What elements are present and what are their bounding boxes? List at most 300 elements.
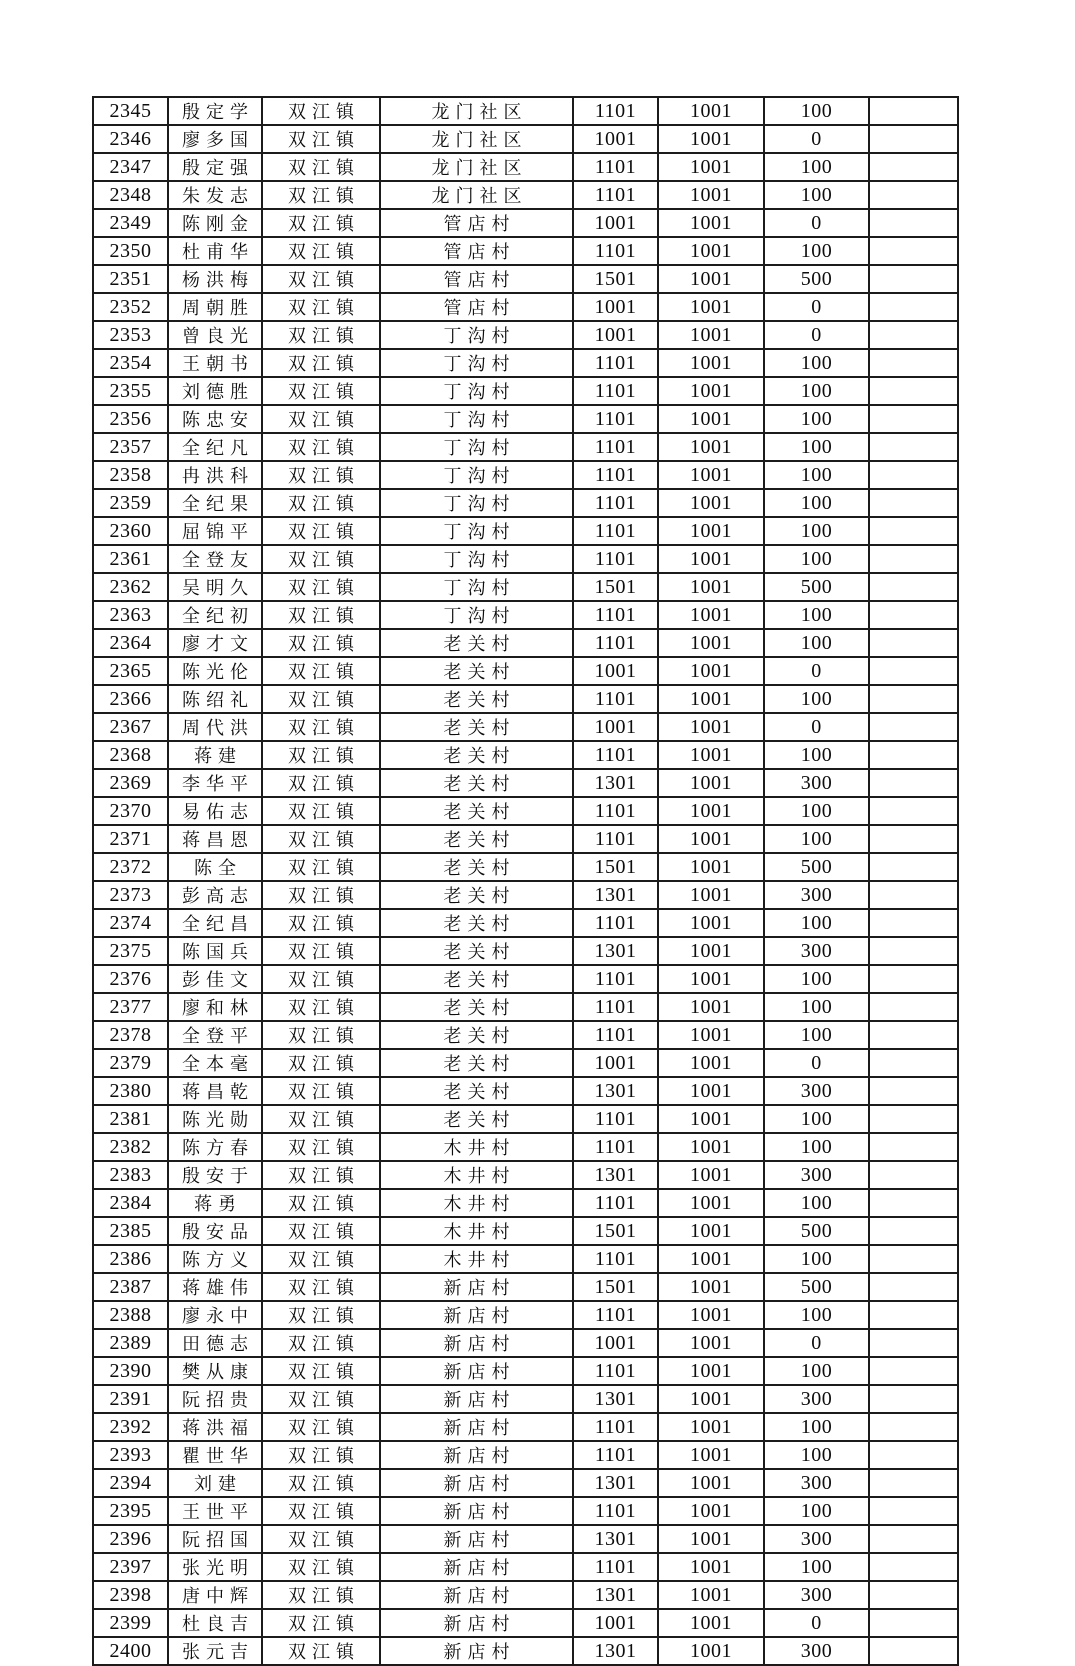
table-row — [93, 769, 958, 797]
cell-blank — [869, 97, 958, 125]
cell-seq-number: 2394 — [93, 1469, 168, 1497]
cell-code-b: 1001 — [658, 293, 764, 321]
cell-seq-number: 2360 — [93, 517, 168, 545]
cell-seq-number: 2390 — [93, 1357, 168, 1385]
cell-blank — [869, 1553, 958, 1581]
cell-seq-number: 2364 — [93, 629, 168, 657]
cell-person-name: 蒋雄伟 — [168, 1273, 262, 1301]
cell-village: 木井村 — [380, 1161, 573, 1189]
cell-amount: 100 — [764, 965, 869, 993]
cell-town: 双江镇 — [262, 181, 380, 209]
cell-town: 双江镇 — [262, 405, 380, 433]
cell-town: 双江镇 — [262, 125, 380, 153]
cell-blank — [869, 1637, 958, 1665]
cell-blank — [869, 1441, 958, 1469]
cell-code-a: 1101 — [573, 489, 658, 517]
cell-person-name: 田德志 — [168, 1329, 262, 1357]
cell-seq-number: 2369 — [93, 769, 168, 797]
cell-amount: 0 — [764, 1609, 869, 1637]
cell-code-b: 1001 — [658, 1049, 764, 1077]
cell-amount: 300 — [764, 1161, 869, 1189]
cell-code-b: 1001 — [658, 573, 764, 601]
cell-village: 新店村 — [380, 1609, 573, 1637]
cell-blank — [869, 685, 958, 713]
cell-town: 双江镇 — [262, 377, 380, 405]
cell-town: 双江镇 — [262, 1217, 380, 1245]
table-row — [93, 1105, 958, 1133]
cell-person-name: 蒋建 — [168, 741, 262, 769]
cell-seq-number: 2346 — [93, 125, 168, 153]
cell-code-b: 1001 — [658, 405, 764, 433]
cell-blank — [869, 1049, 958, 1077]
cell-town: 双江镇 — [262, 573, 380, 601]
cell-blank — [869, 1469, 958, 1497]
cell-blank — [869, 1273, 958, 1301]
cell-code-a: 1101 — [573, 1301, 658, 1329]
cell-village: 丁沟村 — [380, 405, 573, 433]
cell-code-b: 1001 — [658, 349, 764, 377]
cell-person-name: 全纪果 — [168, 489, 262, 517]
cell-person-name: 冉洪科 — [168, 461, 262, 489]
cell-town: 双江镇 — [262, 965, 380, 993]
cell-village: 管店村 — [380, 237, 573, 265]
cell-seq-number: 2400 — [93, 1637, 168, 1665]
cell-code-a: 1301 — [573, 769, 658, 797]
cell-town: 双江镇 — [262, 489, 380, 517]
cell-person-name: 阮招贵 — [168, 1385, 262, 1413]
cell-code-b: 1001 — [658, 1441, 764, 1469]
cell-seq-number: 2375 — [93, 937, 168, 965]
cell-seq-number: 2389 — [93, 1329, 168, 1357]
cell-person-name: 蒋昌乾 — [168, 1077, 262, 1105]
cell-code-a: 1301 — [573, 1581, 658, 1609]
cell-code-a: 1001 — [573, 209, 658, 237]
cell-amount: 100 — [764, 405, 869, 433]
cell-amount: 100 — [764, 825, 869, 853]
cell-amount: 100 — [764, 1413, 869, 1441]
table-row — [93, 1189, 958, 1217]
cell-seq-number: 2381 — [93, 1105, 168, 1133]
cell-amount: 0 — [764, 1049, 869, 1077]
cell-amount: 300 — [764, 769, 869, 797]
cell-blank — [869, 1133, 958, 1161]
cell-code-a: 1301 — [573, 937, 658, 965]
cell-town: 双江镇 — [262, 629, 380, 657]
cell-blank — [869, 237, 958, 265]
cell-code-a: 1101 — [573, 825, 658, 853]
cell-amount: 100 — [764, 433, 869, 461]
cell-blank — [869, 1189, 958, 1217]
cell-code-b: 1001 — [658, 377, 764, 405]
table-row — [93, 993, 958, 1021]
table-row — [93, 405, 958, 433]
cell-person-name: 廖和林 — [168, 993, 262, 1021]
cell-blank — [869, 1077, 958, 1105]
cell-code-a: 1101 — [573, 1105, 658, 1133]
table-row — [93, 1413, 958, 1441]
cell-code-a: 1101 — [573, 377, 658, 405]
cell-person-name: 吴明久 — [168, 573, 262, 601]
cell-village: 老关村 — [380, 797, 573, 825]
cell-code-a: 1501 — [573, 573, 658, 601]
cell-person-name: 蒋昌恩 — [168, 825, 262, 853]
cell-code-a: 1301 — [573, 1385, 658, 1413]
cell-blank — [869, 293, 958, 321]
cell-code-b: 1001 — [658, 489, 764, 517]
cell-seq-number: 2377 — [93, 993, 168, 1021]
cell-amount: 100 — [764, 153, 869, 181]
cell-town: 双江镇 — [262, 545, 380, 573]
cell-code-a: 1101 — [573, 1189, 658, 1217]
table-row — [93, 1525, 958, 1553]
cell-amount: 500 — [764, 1273, 869, 1301]
cell-person-name: 朱发志 — [168, 181, 262, 209]
cell-village: 龙门社区 — [380, 125, 573, 153]
cell-amount: 100 — [764, 461, 869, 489]
cell-village: 老关村 — [380, 741, 573, 769]
cell-blank — [869, 1413, 958, 1441]
cell-amount: 100 — [764, 741, 869, 769]
cell-town: 双江镇 — [262, 1049, 380, 1077]
cell-town: 双江镇 — [262, 601, 380, 629]
cell-person-name: 陈绍礼 — [168, 685, 262, 713]
cell-amount: 500 — [764, 1217, 869, 1245]
table-row — [93, 153, 958, 181]
cell-amount: 100 — [764, 1133, 869, 1161]
table-row — [93, 1609, 958, 1637]
cell-person-name: 廖永中 — [168, 1301, 262, 1329]
cell-seq-number: 2372 — [93, 853, 168, 881]
cell-seq-number: 2393 — [93, 1441, 168, 1469]
cell-code-a: 1001 — [573, 1329, 658, 1357]
cell-seq-number: 2362 — [93, 573, 168, 601]
cell-village: 丁沟村 — [380, 573, 573, 601]
cell-town: 双江镇 — [262, 1133, 380, 1161]
cell-code-a: 1101 — [573, 601, 658, 629]
cell-blank — [869, 1357, 958, 1385]
cell-code-a: 1001 — [573, 321, 658, 349]
cell-blank — [869, 601, 958, 629]
cell-village: 老关村 — [380, 1077, 573, 1105]
cell-village: 木井村 — [380, 1133, 573, 1161]
cell-seq-number: 2349 — [93, 209, 168, 237]
table-row — [93, 181, 958, 209]
cell-code-b: 1001 — [658, 97, 764, 125]
cell-town: 双江镇 — [262, 937, 380, 965]
cell-code-a: 1101 — [573, 1441, 658, 1469]
cell-code-a: 1101 — [573, 1357, 658, 1385]
cell-code-a: 1101 — [573, 1553, 658, 1581]
cell-person-name: 唐中辉 — [168, 1581, 262, 1609]
cell-amount: 100 — [764, 993, 869, 1021]
cell-blank — [869, 657, 958, 685]
cell-village: 丁沟村 — [380, 433, 573, 461]
cell-village: 老关村 — [380, 657, 573, 685]
cell-code-b: 1001 — [658, 1357, 764, 1385]
cell-code-a: 1101 — [573, 1245, 658, 1273]
cell-village: 丁沟村 — [380, 517, 573, 545]
cell-amount: 500 — [764, 853, 869, 881]
cell-village: 老关村 — [380, 993, 573, 1021]
cell-person-name: 陈光伦 — [168, 657, 262, 685]
cell-code-a: 1101 — [573, 685, 658, 713]
cell-code-a: 1101 — [573, 993, 658, 1021]
cell-blank — [869, 1021, 958, 1049]
cell-blank — [869, 1245, 958, 1273]
table-row — [93, 1553, 958, 1581]
cell-seq-number: 2356 — [93, 405, 168, 433]
cell-town: 双江镇 — [262, 237, 380, 265]
cell-blank — [869, 909, 958, 937]
cell-code-a: 1101 — [573, 517, 658, 545]
cell-blank — [869, 1525, 958, 1553]
cell-person-name: 全纪凡 — [168, 433, 262, 461]
cell-town: 双江镇 — [262, 1357, 380, 1385]
cell-code-a: 1101 — [573, 97, 658, 125]
cell-amount: 100 — [764, 1497, 869, 1525]
cell-code-b: 1001 — [658, 853, 764, 881]
table-row — [93, 209, 958, 237]
cell-blank — [869, 713, 958, 741]
cell-code-a: 1101 — [573, 965, 658, 993]
cell-amount: 100 — [764, 545, 869, 573]
cell-seq-number: 2350 — [93, 237, 168, 265]
cell-blank — [869, 769, 958, 797]
cell-code-a: 1501 — [573, 1217, 658, 1245]
cell-person-name: 杜良吉 — [168, 1609, 262, 1637]
cell-seq-number: 2378 — [93, 1021, 168, 1049]
cell-amount: 100 — [764, 1105, 869, 1133]
cell-seq-number: 2386 — [93, 1245, 168, 1273]
cell-town: 双江镇 — [262, 797, 380, 825]
cell-seq-number: 2352 — [93, 293, 168, 321]
cell-code-a: 1001 — [573, 1049, 658, 1077]
cell-village: 丁沟村 — [380, 349, 573, 377]
cell-blank — [869, 1161, 958, 1189]
cell-town: 双江镇 — [262, 1385, 380, 1413]
cell-blank — [869, 461, 958, 489]
cell-amount: 100 — [764, 601, 869, 629]
cell-village: 新店村 — [380, 1525, 573, 1553]
cell-blank — [869, 125, 958, 153]
cell-town: 双江镇 — [262, 1273, 380, 1301]
table-row — [93, 1469, 958, 1497]
cell-village: 新店村 — [380, 1553, 573, 1581]
cell-code-b: 1001 — [658, 1217, 764, 1245]
cell-town: 双江镇 — [262, 1329, 380, 1357]
cell-person-name: 廖多国 — [168, 125, 262, 153]
cell-person-name: 刘建 — [168, 1469, 262, 1497]
cell-blank — [869, 825, 958, 853]
cell-code-b: 1001 — [658, 1021, 764, 1049]
cell-code-a: 1101 — [573, 349, 658, 377]
cell-amount: 100 — [764, 1245, 869, 1273]
cell-code-a: 1301 — [573, 1469, 658, 1497]
table-row — [93, 237, 958, 265]
cell-town: 双江镇 — [262, 209, 380, 237]
cell-person-name: 殷安于 — [168, 1161, 262, 1189]
cell-town: 双江镇 — [262, 349, 380, 377]
cell-code-b: 1001 — [658, 741, 764, 769]
cell-code-b: 1001 — [658, 265, 764, 293]
table-row — [93, 377, 958, 405]
cell-town: 双江镇 — [262, 657, 380, 685]
cell-village: 老关村 — [380, 769, 573, 797]
cell-person-name: 蒋洪福 — [168, 1413, 262, 1441]
cell-seq-number: 2345 — [93, 97, 168, 125]
cell-blank — [869, 1581, 958, 1609]
cell-code-b: 1001 — [658, 1077, 764, 1105]
cell-code-b: 1001 — [658, 545, 764, 573]
table-row — [93, 909, 958, 937]
cell-code-a: 1301 — [573, 1077, 658, 1105]
cell-code-a: 1001 — [573, 657, 658, 685]
cell-village: 丁沟村 — [380, 489, 573, 517]
cell-town: 双江镇 — [262, 769, 380, 797]
cell-code-b: 1001 — [658, 1469, 764, 1497]
cell-code-b: 1001 — [658, 993, 764, 1021]
cell-blank — [869, 209, 958, 237]
cell-village: 老关村 — [380, 1049, 573, 1077]
cell-village: 老关村 — [380, 685, 573, 713]
cell-village: 新店村 — [380, 1497, 573, 1525]
cell-seq-number: 2348 — [93, 181, 168, 209]
cell-seq-number: 2358 — [93, 461, 168, 489]
cell-person-name: 刘德胜 — [168, 377, 262, 405]
cell-code-b: 1001 — [658, 237, 764, 265]
cell-town: 双江镇 — [262, 433, 380, 461]
cell-code-b: 1001 — [658, 909, 764, 937]
table-row — [93, 685, 958, 713]
cell-seq-number: 2385 — [93, 1217, 168, 1245]
cell-seq-number: 2371 — [93, 825, 168, 853]
cell-blank — [869, 881, 958, 909]
cell-amount: 100 — [764, 97, 869, 125]
cell-seq-number: 2368 — [93, 741, 168, 769]
cell-code-a: 1101 — [573, 909, 658, 937]
cell-village: 木井村 — [380, 1245, 573, 1273]
cell-code-a: 1101 — [573, 153, 658, 181]
cell-blank — [869, 517, 958, 545]
cell-village: 新店村 — [380, 1469, 573, 1497]
cell-town: 双江镇 — [262, 293, 380, 321]
cell-code-b: 1001 — [658, 1301, 764, 1329]
cell-village: 管店村 — [380, 293, 573, 321]
cell-code-b: 1001 — [658, 1105, 764, 1133]
cell-amount: 100 — [764, 489, 869, 517]
cell-seq-number: 2359 — [93, 489, 168, 517]
cell-town: 双江镇 — [262, 881, 380, 909]
cell-amount: 100 — [764, 797, 869, 825]
table-row — [93, 825, 958, 853]
cell-code-b: 1001 — [658, 1245, 764, 1273]
cell-person-name: 陈全 — [168, 853, 262, 881]
cell-town: 双江镇 — [262, 517, 380, 545]
cell-seq-number: 2366 — [93, 685, 168, 713]
cell-code-b: 1001 — [658, 601, 764, 629]
cell-village: 新店村 — [380, 1301, 573, 1329]
cell-amount: 100 — [764, 1189, 869, 1217]
cell-person-name: 王世平 — [168, 1497, 262, 1525]
cell-blank — [869, 965, 958, 993]
cell-amount: 500 — [764, 573, 869, 601]
cell-village: 新店村 — [380, 1637, 573, 1665]
cell-code-a: 1101 — [573, 461, 658, 489]
cell-code-b: 1001 — [658, 769, 764, 797]
cell-seq-number: 2384 — [93, 1189, 168, 1217]
cell-person-name: 全纪初 — [168, 601, 262, 629]
cell-seq-number: 2382 — [93, 1133, 168, 1161]
cell-person-name: 殷定学 — [168, 97, 262, 125]
cell-seq-number: 2379 — [93, 1049, 168, 1077]
cell-blank — [869, 349, 958, 377]
cell-town: 双江镇 — [262, 1469, 380, 1497]
cell-town: 双江镇 — [262, 265, 380, 293]
cell-town: 双江镇 — [262, 1525, 380, 1553]
cell-amount: 100 — [764, 517, 869, 545]
cell-seq-number: 2365 — [93, 657, 168, 685]
table-row — [93, 461, 958, 489]
cell-code-a: 1101 — [573, 1133, 658, 1161]
table-row — [93, 1049, 958, 1077]
cell-village: 丁沟村 — [380, 461, 573, 489]
table-row — [93, 657, 958, 685]
cell-blank — [869, 1609, 958, 1637]
cell-amount: 300 — [764, 1525, 869, 1553]
table-row — [93, 1637, 958, 1665]
cell-person-name: 瞿世华 — [168, 1441, 262, 1469]
table-row — [93, 713, 958, 741]
cell-amount: 100 — [764, 1021, 869, 1049]
cell-code-b: 1001 — [658, 937, 764, 965]
cell-seq-number: 2397 — [93, 1553, 168, 1581]
cell-amount: 300 — [764, 937, 869, 965]
table-row — [93, 629, 958, 657]
cell-code-a: 1101 — [573, 545, 658, 573]
table-row — [93, 433, 958, 461]
cell-person-name: 杜甫华 — [168, 237, 262, 265]
table-row — [93, 489, 958, 517]
cell-village: 新店村 — [380, 1385, 573, 1413]
cell-code-a: 1101 — [573, 433, 658, 461]
cell-code-a: 1301 — [573, 881, 658, 909]
cell-village: 老关村 — [380, 937, 573, 965]
cell-amount: 100 — [764, 349, 869, 377]
cell-amount: 300 — [764, 1637, 869, 1665]
cell-code-a: 1501 — [573, 265, 658, 293]
table-row — [93, 1161, 958, 1189]
cell-blank — [869, 321, 958, 349]
cell-code-b: 1001 — [658, 181, 764, 209]
cell-code-b: 1001 — [658, 1273, 764, 1301]
cell-village: 老关村 — [380, 629, 573, 657]
cell-code-a: 1001 — [573, 125, 658, 153]
cell-town: 双江镇 — [262, 461, 380, 489]
cell-code-b: 1001 — [658, 629, 764, 657]
cell-person-name: 全本毫 — [168, 1049, 262, 1077]
cell-town: 双江镇 — [262, 153, 380, 181]
cell-blank — [869, 489, 958, 517]
cell-person-name: 彭高志 — [168, 881, 262, 909]
cell-village: 老关村 — [380, 1021, 573, 1049]
cell-seq-number: 2353 — [93, 321, 168, 349]
cell-town: 双江镇 — [262, 909, 380, 937]
cell-person-name: 陈方义 — [168, 1245, 262, 1273]
cell-person-name: 周代洪 — [168, 713, 262, 741]
cell-code-b: 1001 — [658, 713, 764, 741]
cell-code-a: 1301 — [573, 1525, 658, 1553]
cell-person-name: 陈忠安 — [168, 405, 262, 433]
